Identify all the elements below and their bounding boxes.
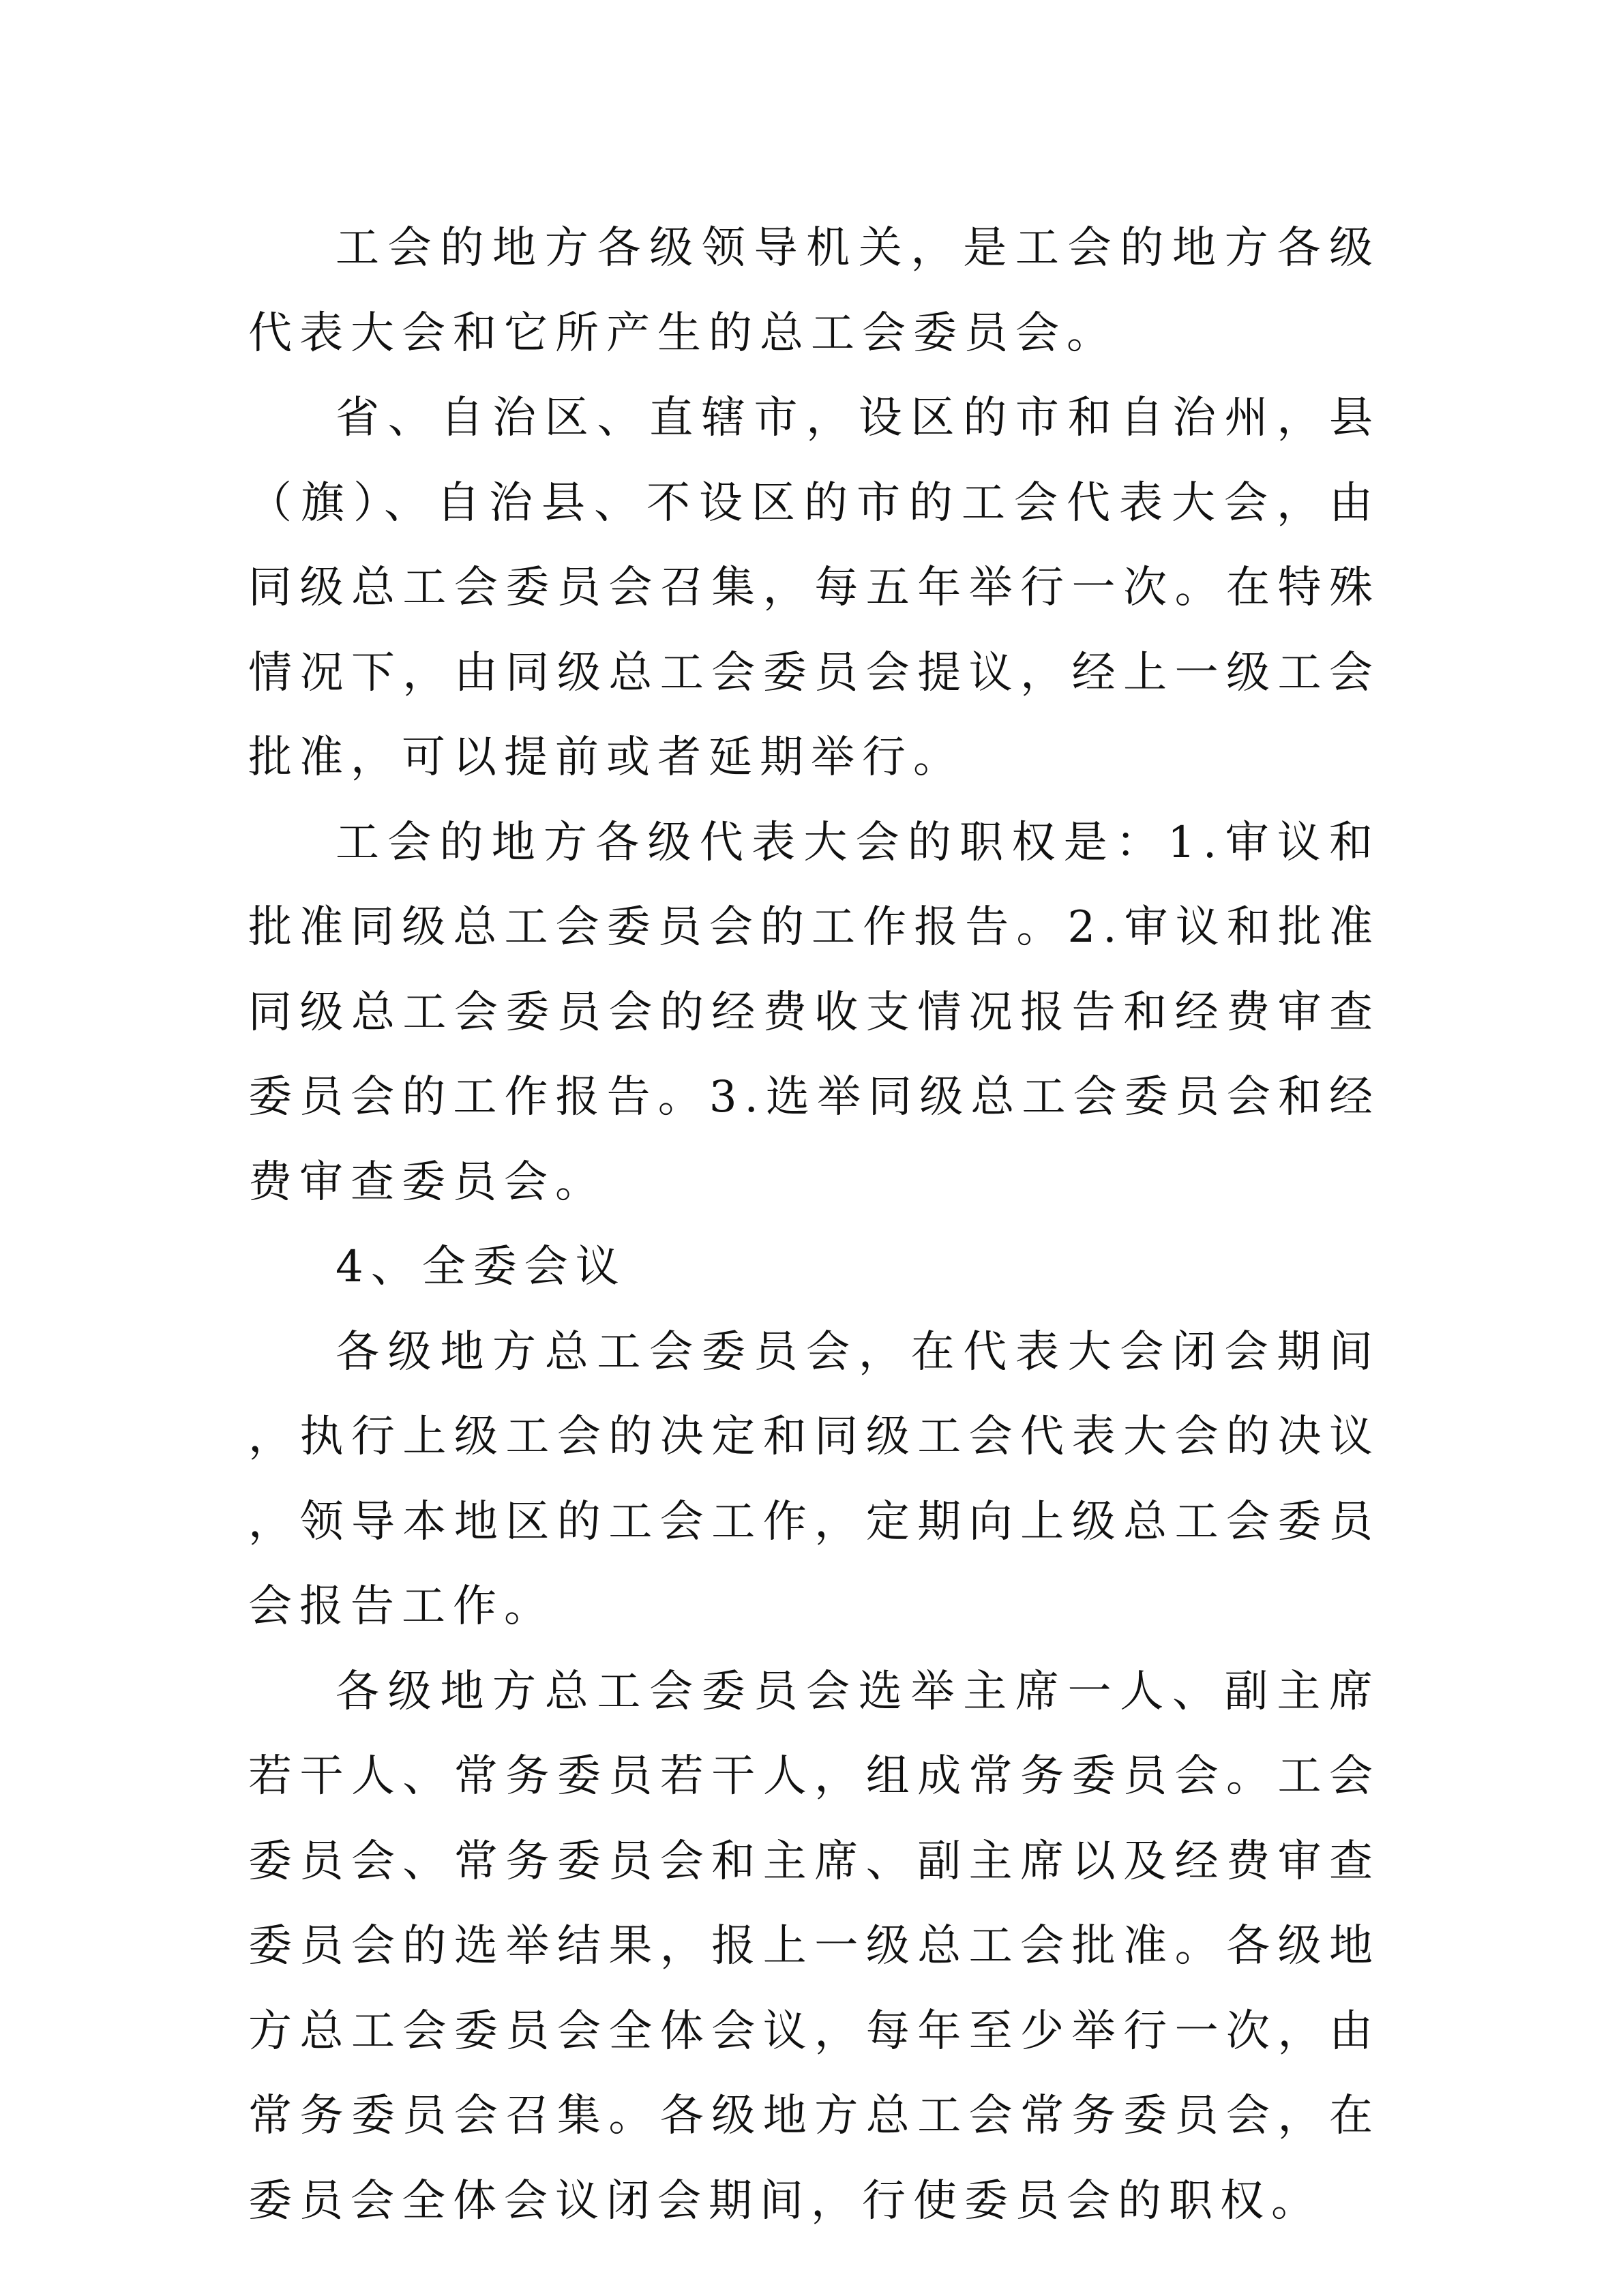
paragraph-congress-powers: 工会的地方各级代表大会的职权是：1.审议和批准同级总工会委员会的工作报告。2.审议和批准同级总工会委员会的经费收支情况报告和经费审查委员会的工作报告。3.选举同级总工会委员会和经费审查委员会。 (248, 817, 1380, 1208)
paragraph-committee-elections: 各级地方总工会委员会选举主席一人、副主席若干人、常务委员若干人，组成常务委员会。工会委员会、常务委员会和主席、副主席以及经费审查委员会的选举结果，报上一级总工会批准。各级地方总工会委员会全体会议，每年至少举行一次，由常务委员会召集。各级地方总工会常务委员会，在委员会全体会议闭会期间，行使委员会的职权。 (248, 1666, 1380, 2226)
document-body (248, 206, 1380, 2243)
section-heading-plenary: 4、全委会议 (336, 1242, 627, 1292)
paragraph-local-leadership: 工会的地方各级领导机关，是工会的地方各级代表大会和它所产生的总工会委员会。 (248, 223, 1380, 359)
paragraph-congress-convening: 省、自治区、直辖市，设区的市和自治州，县（旗）、自治县、不设区的市的工会代表大会，由同级总工会委员会召集，每五年举行一次。在特殊情况下，由同级总工会委员会提议，经上一级工会批准，可以提前或者延期举行。 (248, 393, 1380, 783)
paragraph-committee-duties: 各级地方总工会委员会，在代表大会闭会期间，执行上级工会的决定和同级工会代表大会的决议，领导本地区的工会工作，定期向上级总工会委员会报告工作。 (248, 1326, 1380, 1632)
